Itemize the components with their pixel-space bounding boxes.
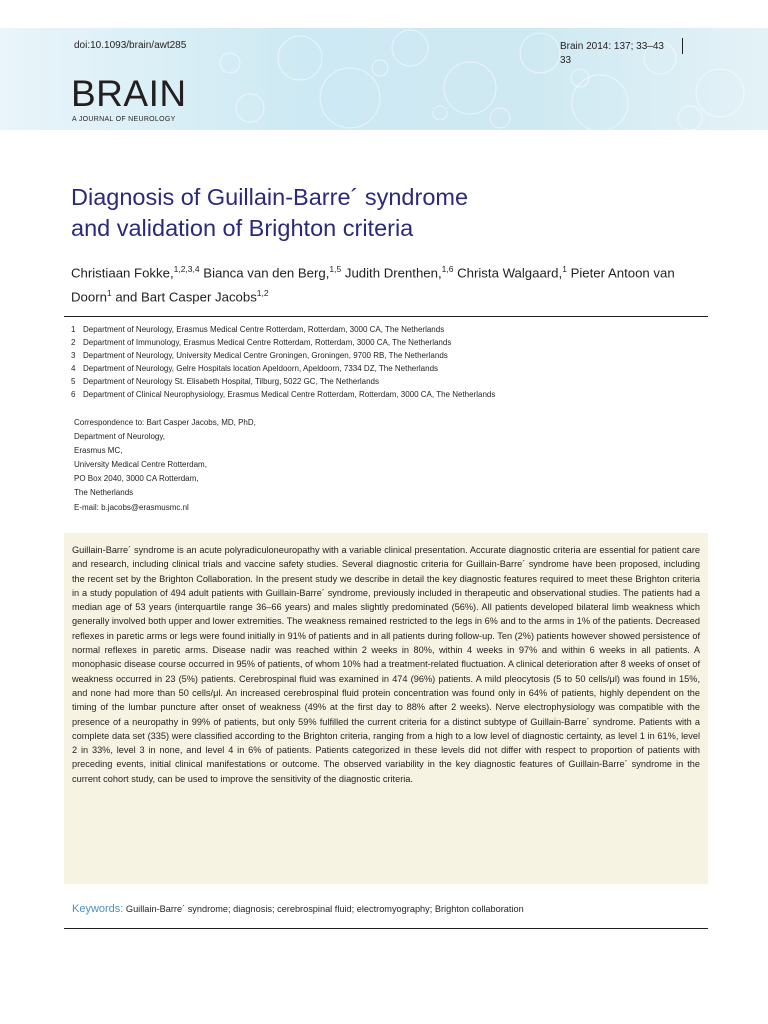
journal-banner (0, 28, 768, 130)
affiliation-text: Department of Clinical Neurophysiology, Erasmus Medical Centre Rotterdam, Rotterdam, 3000 CA, The Netherlands (83, 389, 496, 399)
correspondence-line: University Medical Centre Rotterdam, (74, 460, 207, 470)
correspondence-line: PO Box 2040, 3000 CA Rotterdam, (74, 474, 199, 484)
author-list (71, 259, 711, 308)
correspondence-line: The Netherlands (74, 488, 134, 498)
article-title-line-2: and validation of Brighton criteria (71, 215, 414, 241)
author-name: Christa Walgaard, (453, 265, 563, 281)
keywords-line (72, 903, 524, 915)
correspondence-email: E-mail: b.jacobs@erasmusmc.nl (74, 502, 189, 512)
author-name: Pieter Antoon van Doorn (71, 265, 675, 305)
journal-logo: BRAIN (71, 73, 187, 114)
affiliation-number: 4 (71, 363, 76, 373)
correspondence-line: Erasmus MC, (74, 446, 123, 456)
affiliation-number: 5 (71, 376, 76, 386)
affiliation-item (71, 324, 711, 337)
affiliation-text: Department of Neurology, University Medical Centre Groningen, Groningen, 9700 RB, The Netherlands (83, 350, 448, 360)
affiliation-number: 2 (71, 337, 76, 347)
divider-rule (64, 316, 708, 317)
affiliation-text: Department of Neurology, Erasmus Medical Centre Rotterdam, Rotterdam, 3000 CA, The Netherlands (83, 325, 445, 334)
affiliation-text: Department of Immunology, Erasmus Medical Centre Rotterdam, Rotterdam, 3000 CA, The Netherlands (83, 337, 452, 347)
article-title-line-1: Diagnosis of Guillain-Barre´ syndrome (71, 184, 469, 210)
author-affiliation-sup: 1,6 (441, 264, 454, 274)
citation-volume: Brain 2014: 137; 33–43 (560, 41, 664, 52)
article-title (71, 182, 671, 244)
author-affiliation-sup: 1 (106, 288, 112, 299)
abstract-box: Guillain-Barre´ syndrome is an acute polyradiculoneuropathy with a variable clinical presentation. Accurate diagnostic criteria are essential for patient care and research, including clinical trials and vaccine safety studies. Several diagnostic criteria for Guillain-Barre´ syndrome have been proposed, including the recent set by the Brighton Collaboration. In the present study we describe in detail the key diagnostic features required to meet these Brighton criteria in a study population of 494 adult patients with Guillain-Barre´ syndrome, previously included in therapeutic and observational studies. The patients had a median age of 53 years (interquartile range 36–66 years) and males slightly predominated (56%). All patients developed bilateral limb weakness which generally involved both upper and lower extremities. The weakness remained restricted to the legs in 6% and to the arms in 1% of the patients. Decreased reflexes in paretic arms or legs were found initially in 91% of patients and in all patients during follow-up. Ten (2%) patients however showed persistence of normal reflexes in paretic arms. Disease nadir was reached within 2 weeks in 80%, within 4 weeks in 97% and within 6 weeks in all patients. A monophasic disease course occurred in 95% of patients, of whom 10% had a treatment-related fluctuation. A clinical deterioration after 8 weeks of onset of weakness occurred in 23 (5%) patients. Cerebrospinal fluid was examined in 474 (96%) patients. A mild pleocytosis (5 to 50 cells/μl) was found in 15%, and none had more than 50 cells/μl. An increased cerebrospinal fluid protein concentration was found only in 64% of patients, highly dependent on the timing of the lumbar puncture after onset of weakness (49% at the first day to 88% after 2 weeks). Nerve electrophysiology was compatible with the presence of a neuropathy in 99% of patients, but only 59% fulfilled the current criteria for a distinct subtype of Guillain-Barre´ syndrome. Patients with a complete data set (335) were classified according to the Brighton criteria, ranging from a high to a low level of diagnostic certainty, as level 1 in 61%, level 2 in 33%, level 3 in none, and level 4 in 6% of patients. Patients categorized in these levels did not differ with respect to proportion of patients with preceding events, initial clinical manifestations or outcome. The observed variability in the key diagnostic features of Guillain-Barre´ syndrome in the current cohort study, can be used to improve the sensitivity of the diagnostic criteria. (64, 533, 708, 884)
journal-subtitle: A JOURNAL OF NEUROLOGY (72, 116, 176, 123)
affiliation-number: 1 (71, 325, 76, 334)
author-affiliation-sup: 1,5 (329, 264, 342, 274)
affiliation-item (71, 376, 711, 389)
author-affiliation-sup: 1 (562, 264, 567, 274)
correspondence-line: Correspondence to: Bart Casper Jacobs, MD, PhD, (74, 418, 256, 427)
author-name: Bianca van den Berg, (199, 265, 330, 281)
author-affiliation-sup: 1,2,3,4 (173, 264, 200, 274)
correspondence-block (74, 416, 256, 515)
affiliation-text: Department of Neurology St. Elisabeth Hospital, Tilburg, 5022 GC, The Netherlands (83, 376, 380, 386)
affiliation-item (71, 389, 711, 402)
divider-rule-bottom (64, 928, 708, 929)
affiliation-item (71, 350, 711, 363)
citation-divider (682, 38, 683, 54)
author-name: Christiaan Fokke, (71, 265, 174, 281)
affiliation-number: 3 (71, 350, 76, 360)
affiliation-text: Department of Neurology, Gelre Hospitals location Apeldoorn, Apeldoorn, 7334 DZ, The Netherlands (83, 363, 439, 373)
correspondence-line: Department of Neurology, (74, 432, 166, 442)
doi-text: doi:10.1093/brain/awt285 (74, 40, 187, 51)
citation-page: 33 (560, 55, 572, 66)
affiliation-list (71, 324, 711, 401)
affiliation-item (71, 363, 711, 376)
author-name: and Bart Casper Jacobs (111, 289, 257, 305)
citation-text (560, 40, 700, 68)
author-name: Judith Drenthen, (341, 265, 442, 281)
keywords-text: Guillain-Barre´ syndrome; diagnosis; cerebrospinal fluid; electromyography; Brighton collaboration (125, 904, 524, 914)
keywords-label: Keywords: (72, 903, 124, 915)
affiliation-number: 6 (71, 389, 76, 399)
author-affiliation-sup: 1,2 (256, 288, 269, 299)
affiliation-item (71, 337, 711, 350)
